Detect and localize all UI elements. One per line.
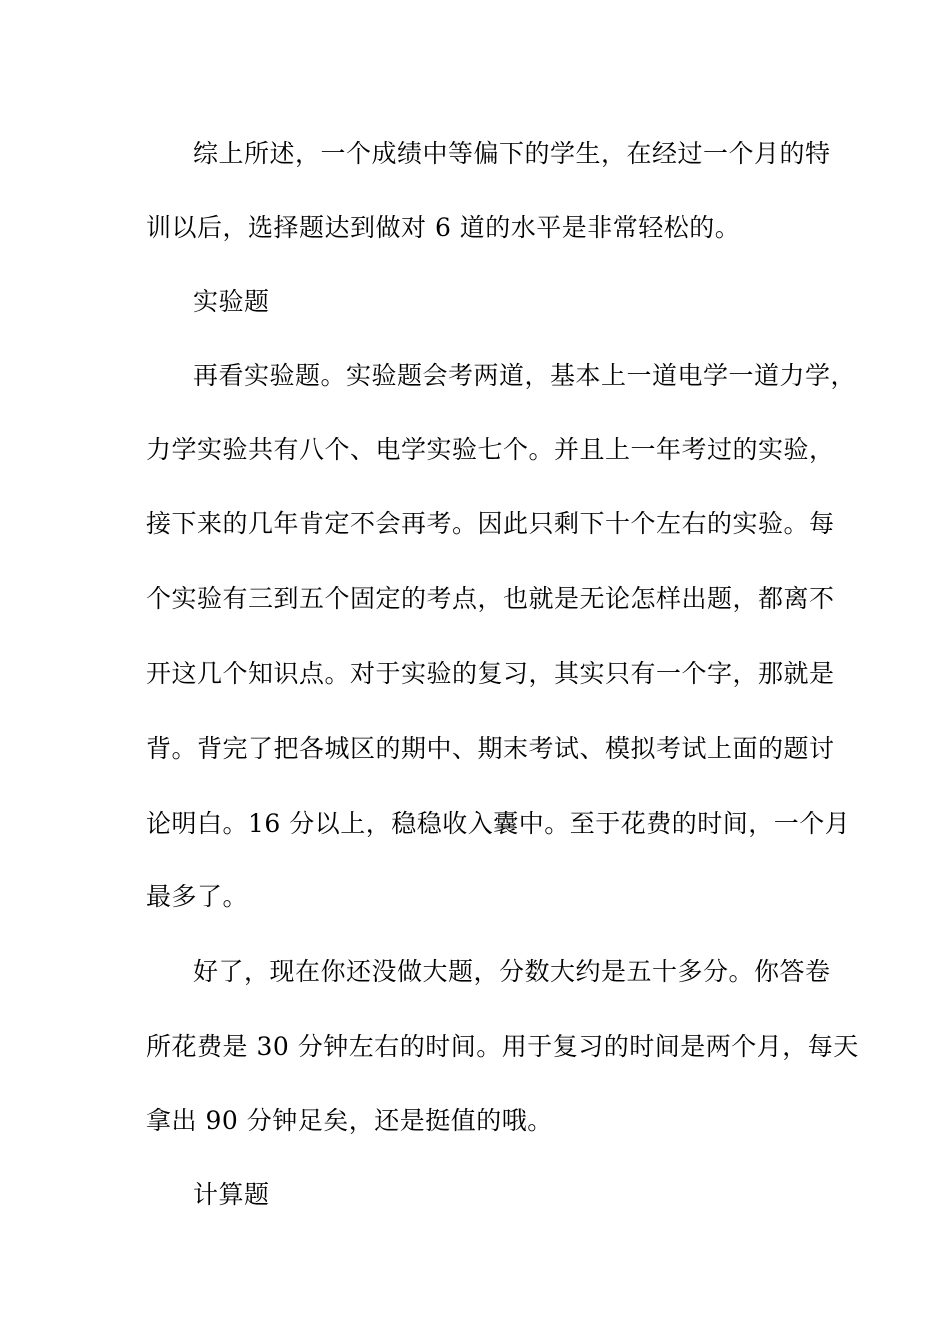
paragraph-experiment-line-8: 最多了。 xyxy=(146,882,249,911)
paragraph-summary-line-2: 训以后，选择题达到做对 6 道的水平是非常轻松的。 xyxy=(146,213,741,242)
paragraph-score-line-2: 所花费是 30 分钟左右的时间。用于复习的时间是两个月，每天 xyxy=(146,1032,859,1061)
paragraph-experiment-line-2: 力学实验共有八个、电学实验七个。并且上一年考过的实验， xyxy=(146,435,835,464)
paragraph-experiment-line-5: 开这几个知识点。对于实验的复习，其实只有一个字，那就是 xyxy=(146,659,835,688)
paragraph-experiment-line-7: 论明白。16 分以上，稳稳收入囊中。至于花费的时间，一个月 xyxy=(146,809,851,838)
paragraph-summary-line-1: 综上所述，一个成绩中等偏下的学生，在经过一个月的特 xyxy=(193,139,831,168)
section-heading-calculation: 计算题 xyxy=(193,1180,270,1209)
paragraph-experiment-line-3: 接下来的几年肯定不会再考。因此只剩下十个左右的实验。每 xyxy=(146,509,835,538)
paragraph-score-line-1: 好了，现在你还没做大题，分数大约是五十多分。你答卷 xyxy=(193,957,831,986)
paragraph-score-line-3: 拿出 90 分钟足矣，还是挺值的哦。 xyxy=(146,1106,553,1135)
paragraph-experiment-line-6: 背。背完了把各城区的期中、期末考试、模拟考试上面的题讨 xyxy=(146,734,835,763)
section-heading-experiment: 实验题 xyxy=(193,287,270,316)
paragraph-experiment-line-4: 个实验有三到五个固定的考点，也就是无论怎样出题，都离不 xyxy=(146,584,835,613)
paragraph-experiment-line-1: 再看实验题。实验题会考两道，基本上一道电学一道力学， xyxy=(193,361,857,390)
